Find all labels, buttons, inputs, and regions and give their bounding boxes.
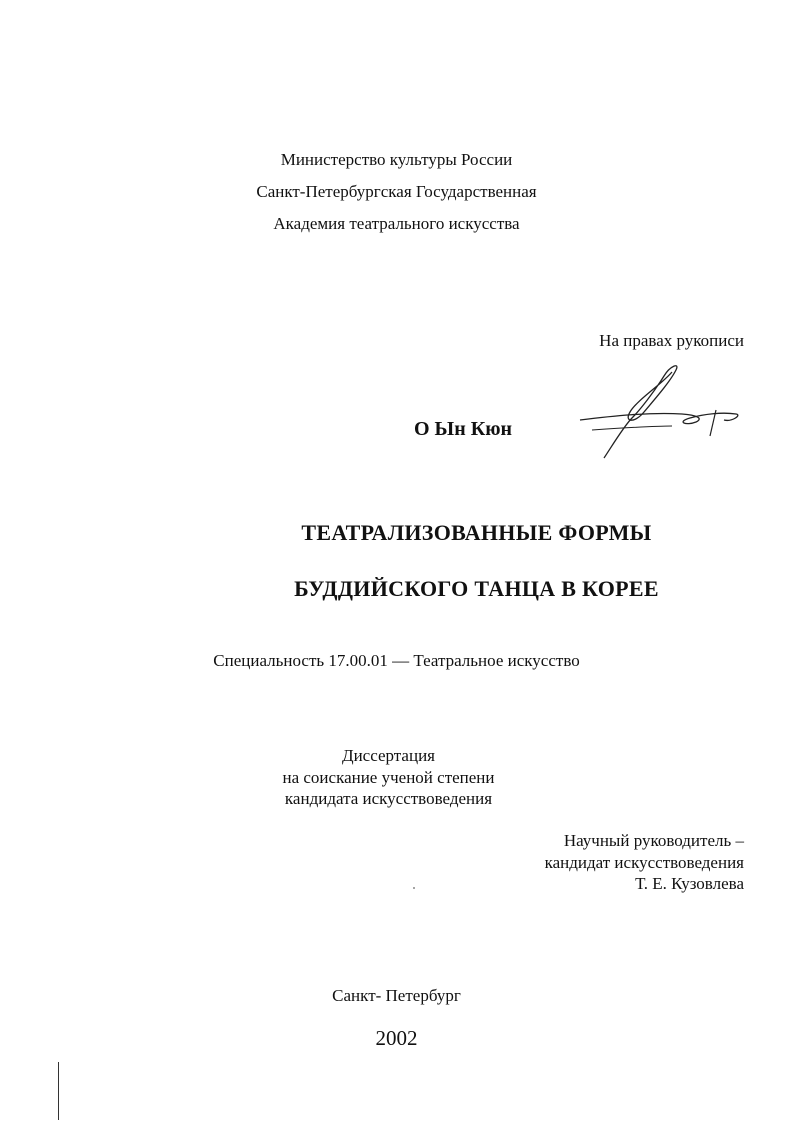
degree-line-1: на соискание ученой степени [282,768,495,787]
year: 2002 [375,1026,418,1050]
scan-speck [413,887,415,889]
dissertation-title-line-2: БУДДИЙСКОГО ТАНЦА В КОРЕЕ [294,576,659,601]
supervisor-degree: кандидат искусствоведения [544,853,744,872]
specialty-line: Специальность 17.00.01 — Театральное искусство [213,651,580,670]
dissertation-type: Диссертация [341,746,435,765]
manuscript-note: На правах рукописи [599,331,744,350]
degree-line-2: кандидата искусствоведения [284,789,493,808]
author-name: О Ын Кюн [414,418,513,440]
city: Санкт- Петербург [332,986,461,1005]
scan-margin-line [58,1062,59,1120]
ministry-line: Министерство культуры России [280,150,513,169]
institution-line-1: Санкт-Петербургская Государственная [256,182,537,201]
signature-icon [572,352,752,462]
dissertation-title-line-1: ТЕАТРАЛИЗОВАННЫЕ ФОРМЫ [301,520,652,545]
institution-line-2: Академия театрального искусства [273,214,520,233]
supervisor-role: Научный руководитель – [563,831,744,850]
supervisor-name: Т. Е. Кузовлева [635,874,744,893]
